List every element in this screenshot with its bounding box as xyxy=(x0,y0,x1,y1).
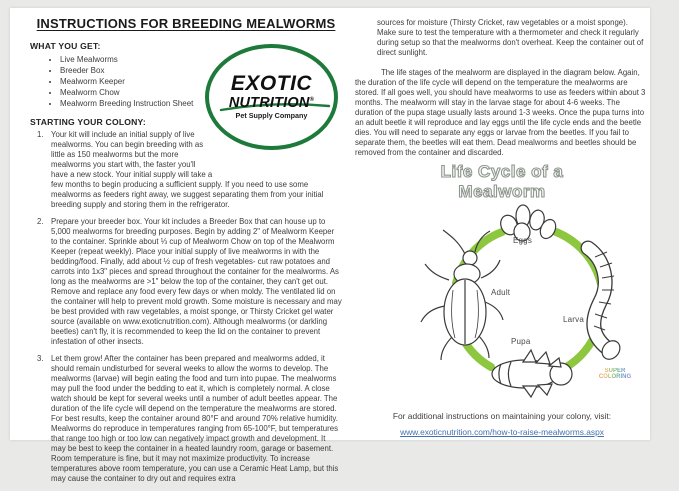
logo-tagline: Pet Supply Company xyxy=(235,111,308,121)
stage-label-pupa: Pupa xyxy=(511,337,531,346)
logo-exotic-text: EXOTIC xyxy=(230,71,313,95)
list-item: • Breeder Box xyxy=(60,65,342,76)
list-item: • Mealworm Breeding Instruction Sheet xyxy=(60,98,342,109)
stage-label-adult: Adult xyxy=(491,288,511,297)
footer-link[interactable]: www.exoticnutrition.com/how-to-raise-mealworms.aspx xyxy=(400,427,604,437)
watermark-line: COLORING xyxy=(598,374,632,380)
document-title: INSTRUCTIONS FOR BREEDING MEALWORMS xyxy=(36,16,336,31)
right-column xyxy=(355,16,649,440)
continuation-paragraph: sources for moisture (Thirsty Cricket, raw vegetables or a moist sponge). Make sure to test the temperature with a thermometer and check it regularly during setup so that the mealworms don't overheat. Keep the container out of direct sunlight. xyxy=(377,18,644,57)
life-cycle-illustration xyxy=(373,202,673,402)
step-text: Your kit will include an initial supply of live mealworms. You can begin breeding with as little as 150 mealworms but the more mealworms you start with, the faster you'll have a new stock. Your initial supply will take a few months to begin producing a sufficient supply. If you need to use some mealworms as feeders right away, we suggest separating them from your initial breeding supply and storing them in the refrigerator. xyxy=(51,130,324,209)
logo-nutrition-word: NUTRITION xyxy=(228,94,310,111)
step-text: Prepare your breeder box. Your kit includes a Breeder Box that can house up to 5,000 mealworms for breeding purposes. Begin by adding 2" of Mealworm Keeper to the container. Sprinkle about ⅓ cup of Mealworm Chow on top of the Mealworm Keeper (repeat weekly). Place your initial supply of live mealworms in with the bedding/food. Finally, add about ½ cup of fresh vegetables- cut raw potatoes and carrots into 1x3" pieces and spread throughout the container for the mealworms. As long as the mealworms are >1" below the top of the container, they can't get out. Remove and replace any food every few days or when moldy. The ventilated lid on the container will help to prevent mold growth. Some moisture is necessary and may be best provided with raw vegetables, a moist sponge, or Thirsty Cricket gel water source (available on www.exoticnutrition.com). Although mealworms (or darkling beetles) can't fly, it is recommended to keep the lid on the container to prevent infestation of other insects. xyxy=(51,217,342,346)
brand-logo xyxy=(205,44,338,150)
logo-nutrition-text xyxy=(229,93,314,111)
document-page xyxy=(10,8,650,483)
stage-label-larva: Larva xyxy=(563,315,585,324)
list-item: • Live Mealworms xyxy=(60,54,342,65)
list-item: • Mealworm Chow xyxy=(60,87,342,98)
stage-label-eggs: Eggs xyxy=(513,236,533,245)
what-you-get-heading: WHAT YOU GET: xyxy=(30,41,101,51)
life-stages-paragraph: The life stages of the mealworm are displayed in the diagram below. Again, the duration of the life cycle will depend on the temperature the mealworms are stored. If all goes well, you should have mealworms to use as feeders within about 3 months. The mealworm will stay in the larvae stage for about 4-6 weeks. The duration of the pupa stage usually lasts around 1-3 weeks. Once the pupa turns into an adult beetle it will reproduce and lay eggs until the life cycle ends and the beetle dies. You will need to separate any eggs or larvae from the beetles. If you fail to separate them, the beetles will eat them. Dead mealworms and beetles should be removed from the container and discarded. xyxy=(355,68,646,157)
watermark-line: SUPER xyxy=(604,368,626,374)
starting-colony-heading: STARTING YOUR COLONY: xyxy=(30,117,146,127)
footer-text: For additional instructions on maintaining your colony, visit: xyxy=(392,411,612,421)
step-item xyxy=(36,354,342,484)
diagram-title: Life Cycle of a Mealworm xyxy=(440,162,564,201)
life-cycle-diagram xyxy=(355,162,649,404)
steps-list xyxy=(30,130,342,484)
supercoloring-watermark xyxy=(595,368,635,380)
list-item: • Mealworm Keeper xyxy=(60,76,342,87)
step-text: Let them grow! After the container has been prepared and mealworms added, it should remain undisturbed for several weeks to allow the worms to develop. The mealworms (larvae) will begin eating the food and turn into pupae. The mealworms may pull the food under the bedding to eat it, which is completely normal. A close watch should be kept for several weeks until a number of adult beetles appear. The duration of the life cycle will depend on the temperature the mealworms are stored. For best results, keep the container around 80°F and around 70% relative humidity. Mealworms do reproduce in temperatures ranging from 65-100°F, but temperatures that range too high or too low can negatively impact growth and development. It may be best to keep the container in a heated laundry room, garage or basement. Room temperature is fine, but it may not maximize productivity. To increase temperatures above room temperature, you can use a Ceramic Heat Lamp, but this may cause the container to dry out and requires extra xyxy=(51,354,339,483)
footer xyxy=(355,410,649,440)
logo-registered-mark: ® xyxy=(309,96,315,103)
pupa-icon xyxy=(492,350,572,397)
step-item xyxy=(36,217,342,347)
